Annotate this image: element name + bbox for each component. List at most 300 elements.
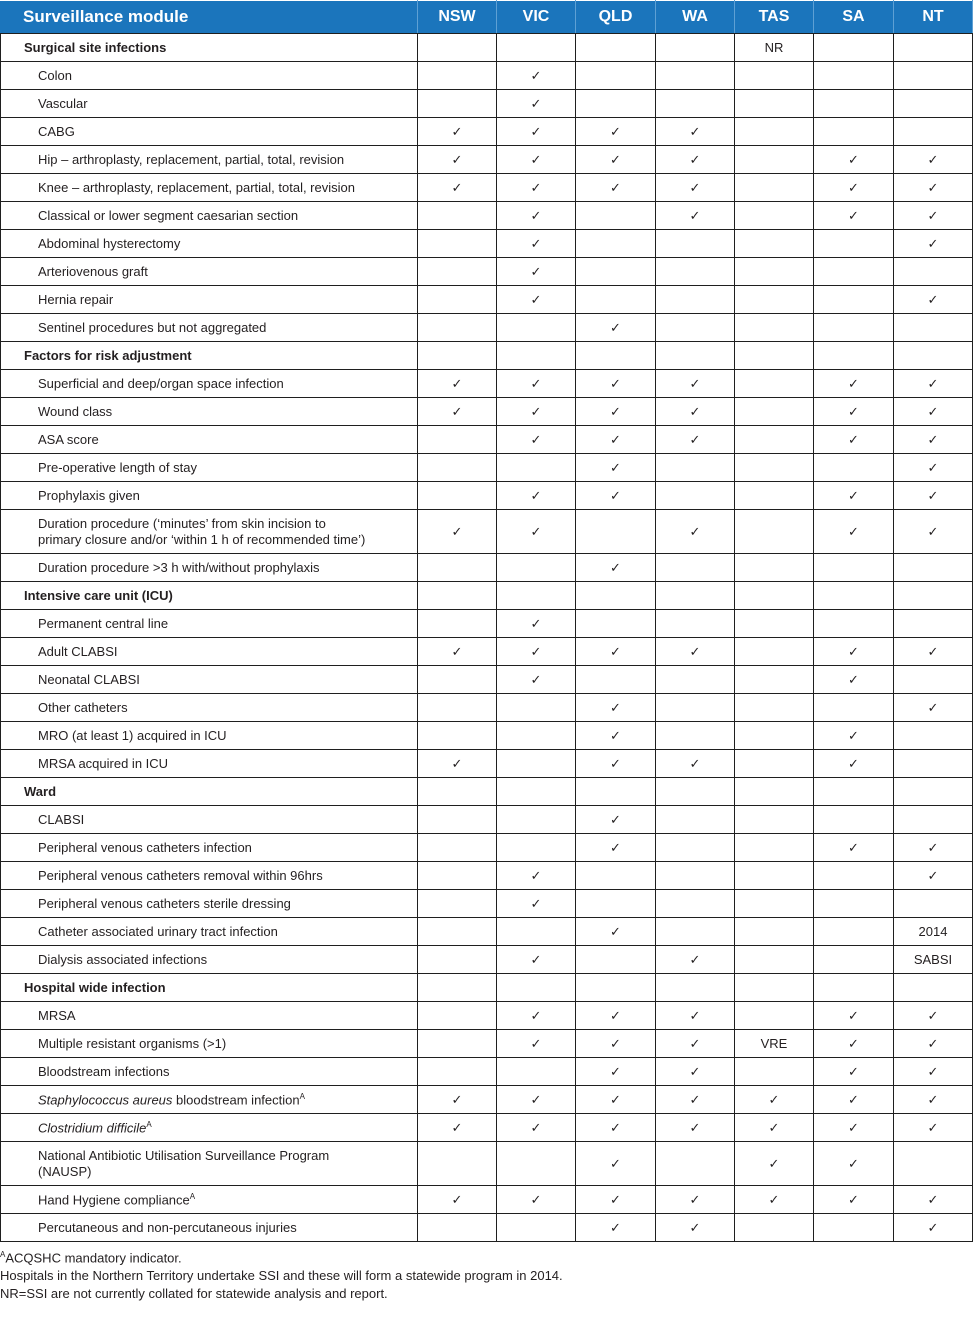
check-icon-qld: ✓ [576,426,656,454]
cell-nsw [418,1214,497,1242]
cell-tas [735,1058,814,1086]
cell-nt [894,666,973,694]
footnote-marker: A [146,1119,152,1129]
check-icon-nt: ✓ [894,1186,973,1214]
cell-sa [814,778,894,806]
cell-wa [656,34,735,62]
check-icon-vic: ✓ [497,398,576,426]
check-icon-wa: ✓ [656,1186,735,1214]
cell-nt [894,890,973,918]
cell-tas [735,610,814,638]
cell-qld [576,862,656,890]
cell-nsw [418,834,497,862]
cell-tas [735,946,814,974]
row-label: MRO (at least 1) acquired in ICU [1,722,418,750]
cell-sa [814,118,894,146]
check-icon-sa: ✓ [814,1186,894,1214]
cell-tas [735,398,814,426]
check-icon-vic: ✓ [497,1002,576,1030]
row-label: Other catheters [1,694,418,722]
cell-qld [576,582,656,610]
row-label: Dialysis associated infections [1,946,418,974]
cell-wa [656,62,735,90]
cell-nt [894,610,973,638]
cell-sa [814,554,894,582]
check-icon-tas: ✓ [735,1114,814,1142]
cell-sa [814,582,894,610]
table-row [1,722,973,750]
check-icon-sa: ✓ [814,666,894,694]
row-label-line: primary closure and/or ‘within 1 h of recommended time’) [38,531,366,547]
cell-sa [814,454,894,482]
check-icon-nt: ✓ [894,202,973,230]
cell-wa [656,694,735,722]
table-row [1,610,973,638]
table-row [1,510,973,554]
cell-vic [497,722,576,750]
section-label: Intensive care unit (ICU) [1,582,418,610]
check-icon-qld: ✓ [576,146,656,174]
check-icon-qld: ✓ [576,1186,656,1214]
check-icon-sa: ✓ [814,510,894,554]
row-label: Peripheral venous catheters removal within 96hrs [1,862,418,890]
cell-tas [735,90,814,118]
cell-nt [894,1142,973,1186]
check-icon-qld: ✓ [576,118,656,146]
cell-tas [735,482,814,510]
check-icon-nt: ✓ [894,454,973,482]
cell-wa [656,286,735,314]
table-row [1,482,973,510]
cell-wa [656,610,735,638]
footnote-mandatory [0,1246,973,1267]
check-icon-sa: ✓ [814,834,894,862]
cell-sa [814,918,894,946]
check-icon-vic: ✓ [497,146,576,174]
check-icon-nt: ✓ [894,862,973,890]
table-row [1,286,973,314]
cell-tas [735,554,814,582]
table-row [1,174,973,202]
cell-wa [656,806,735,834]
cell-tas [735,722,814,750]
cell-qld [576,342,656,370]
cell-nt [894,722,973,750]
cell-tas [735,750,814,778]
check-icon-tas: ✓ [735,1086,814,1114]
row-label-line: National Antibiotic Utilisation Surveillance Program [38,1147,330,1163]
check-icon-qld: ✓ [576,1114,656,1142]
check-icon-wa: ✓ [656,1058,735,1086]
cell-nsw [418,946,497,974]
row-label: Superficial and deep/organ space infection [1,370,418,398]
row-label-line: (NAUSP) [38,1163,92,1179]
cell-qld [576,974,656,1002]
cell-vic [497,694,576,722]
cell-wa [656,666,735,694]
row-label: Abdominal hysterectomy [1,230,418,258]
check-icon-vic: ✓ [497,258,576,286]
cell-nsw [418,806,497,834]
table-header-row [1,1,973,34]
check-icon-sa: ✓ [814,638,894,666]
cell-tas [735,778,814,806]
cell-wa [656,918,735,946]
check-icon-sa: ✓ [814,202,894,230]
check-icon-qld: ✓ [576,750,656,778]
check-icon-vic: ✓ [497,510,576,554]
cell-qld [576,666,656,694]
check-icon-vic: ✓ [497,666,576,694]
check-icon-nt: ✓ [894,638,973,666]
cell-nsw [418,314,497,342]
cell-qld [576,778,656,806]
cell-vic [497,554,576,582]
row-label: MRSA acquired in ICU [1,750,418,778]
check-icon-sa: ✓ [814,370,894,398]
cell-nt: SABSI [894,946,973,974]
check-icon-vic: ✓ [497,638,576,666]
check-icon-qld: ✓ [576,1086,656,1114]
table-row [1,1002,973,1030]
table-row [1,1142,973,1186]
cell-nsw [418,1030,497,1058]
table-row [1,890,973,918]
check-icon-vic: ✓ [497,1114,576,1142]
row-label: Colon [1,62,418,90]
cell-tas: VRE [735,1030,814,1058]
cell-vic [497,342,576,370]
check-icon-qld: ✓ [576,806,656,834]
cell-sa [814,62,894,90]
cell-wa [656,482,735,510]
check-icon-wa: ✓ [656,146,735,174]
cell-nt [894,258,973,286]
check-icon-nsw: ✓ [418,398,497,426]
section-row [1,974,973,1002]
footnote-mandatory-text: ACQSHC mandatory indicator. [5,1250,182,1266]
cell-wa [656,342,735,370]
section-label: Factors for risk adjustment [1,342,418,370]
check-icon-qld: ✓ [576,314,656,342]
row-label: ASA score [1,426,418,454]
check-icon-wa: ✓ [656,510,735,554]
row-label: MRSA [1,1002,418,1030]
check-icon-nt: ✓ [894,174,973,202]
check-icon-nt: ✓ [894,286,973,314]
cell-sa [814,862,894,890]
cell-nsw [418,610,497,638]
cell-tas [735,1214,814,1242]
row-label [1,1086,418,1114]
check-icon-vic: ✓ [497,118,576,146]
row-label: Catheter associated urinary tract infection [1,918,418,946]
table-row [1,230,973,258]
check-icon-vic: ✓ [497,370,576,398]
cell-nt [894,778,973,806]
row-label: Vascular [1,90,418,118]
cell-qld [576,62,656,90]
cell-vic [497,34,576,62]
cell-nsw [418,1002,497,1030]
cell-qld [576,946,656,974]
row-label: Neonatal CLABSI [1,666,418,694]
table-row [1,946,973,974]
cell-tas [735,890,814,918]
check-icon-nt: ✓ [894,1114,973,1142]
column-header-qld: QLD [576,1,656,34]
cell-nt [894,554,973,582]
cell-nsw [418,666,497,694]
cell-qld [576,286,656,314]
cell-wa [656,722,735,750]
check-icon-nsw: ✓ [418,174,497,202]
check-icon-qld: ✓ [576,1214,656,1242]
check-icon-nsw: ✓ [418,370,497,398]
table-row [1,638,973,666]
cell-wa [656,554,735,582]
check-icon-vic: ✓ [497,90,576,118]
check-icon-nt: ✓ [894,1030,973,1058]
footnote-marker: A [0,1250,6,1259]
row-label [1,1186,418,1214]
check-icon-vic: ✓ [497,174,576,202]
table-row [1,426,973,454]
footnotes [0,1246,973,1303]
table-row [1,62,973,90]
column-header-tas: TAS [735,1,814,34]
cell-vic [497,1214,576,1242]
cell-nsw [418,258,497,286]
check-icon-nsw: ✓ [418,750,497,778]
cell-qld [576,202,656,230]
check-icon-nsw: ✓ [418,146,497,174]
row-label: Hernia repair [1,286,418,314]
check-icon-sa: ✓ [814,1002,894,1030]
check-icon-qld: ✓ [576,694,656,722]
check-icon-nt: ✓ [894,482,973,510]
cell-nt [894,806,973,834]
check-icon-sa: ✓ [814,482,894,510]
cell-tas [735,834,814,862]
section-row [1,34,973,62]
cell-tas [735,230,814,258]
check-icon-nt: ✓ [894,230,973,258]
cell-tas [735,370,814,398]
cell-qld [576,610,656,638]
check-icon-qld: ✓ [576,1002,656,1030]
cell-tas: NR [735,34,814,62]
check-icon-qld: ✓ [576,834,656,862]
cell-sa [814,314,894,342]
section-label: Ward [1,778,418,806]
check-icon-wa: ✓ [656,638,735,666]
cell-wa [656,314,735,342]
cell-qld [576,34,656,62]
cell-wa [656,778,735,806]
check-icon-nt: ✓ [894,1002,973,1030]
table-row [1,834,973,862]
cell-tas [735,62,814,90]
cell-tas [735,426,814,454]
cell-tas [735,146,814,174]
cell-nt [894,974,973,1002]
cell-nsw [418,1142,497,1186]
table-row [1,314,973,342]
table-row [1,370,973,398]
cell-tas [735,974,814,1002]
cell-tas [735,258,814,286]
row-label-line: Duration procedure (‘minutes’ from skin incision to [38,515,326,531]
cell-nt [894,118,973,146]
cell-nsw [418,582,497,610]
cell-wa [656,1142,735,1186]
row-label: Hip – arthroplasty, replacement, partial, total, revision [1,146,418,174]
check-icon-sa: ✓ [814,1142,894,1186]
check-icon-wa: ✓ [656,1114,735,1142]
section-row [1,778,973,806]
table-row [1,862,973,890]
check-icon-sa: ✓ [814,426,894,454]
cell-qld [576,890,656,918]
cell-nsw [418,918,497,946]
cell-tas [735,862,814,890]
cell-tas [735,666,814,694]
row-label-text: bloodstream infection [172,1092,300,1108]
row-label: Prophylaxis given [1,482,418,510]
check-icon-wa: ✓ [656,426,735,454]
column-header-sa: SA [814,1,894,34]
check-icon-sa: ✓ [814,174,894,202]
table-row [1,554,973,582]
row-label-text: Hand Hygiene compliance [38,1192,190,1208]
table-row [1,918,973,946]
cell-wa [656,230,735,258]
check-icon-nt: ✓ [894,370,973,398]
row-label: Multiple resistant organisms (>1) [1,1030,418,1058]
organism-name: Clostridium difficile [38,1120,147,1136]
organism-name: Staphylococcus aureus [38,1092,173,1108]
cell-wa [656,862,735,890]
cell-nsw [418,482,497,510]
cell-vic [497,314,576,342]
check-icon-sa: ✓ [814,750,894,778]
table-row [1,90,973,118]
cell-sa [814,258,894,286]
cell-tas [735,174,814,202]
row-label: Knee – arthroplasty, replacement, partial, total, revision [1,174,418,202]
cell-vic [497,1142,576,1186]
cell-qld [576,510,656,554]
check-icon-nsw: ✓ [418,510,497,554]
check-icon-vic: ✓ [497,890,576,918]
cell-nsw [418,230,497,258]
cell-tas [735,638,814,666]
cell-nsw [418,90,497,118]
cell-tas [735,314,814,342]
cell-nsw [418,974,497,1002]
row-label: Arteriovenous graft [1,258,418,286]
cell-vic [497,750,576,778]
table-row [1,1186,973,1214]
footnote-nt-program: Hospitals in the Northern Territory undertake SSI and these will form a statewide program in 2014. [0,1268,563,1284]
check-icon-wa: ✓ [656,1214,735,1242]
cell-sa [814,806,894,834]
row-label: Peripheral venous catheters infection [1,834,418,862]
check-icon-sa: ✓ [814,1086,894,1114]
check-icon-vic: ✓ [497,946,576,974]
footnote-nr-definition: NR=SSI are not currently collated for statewide analysis and report. [0,1286,388,1302]
cell-sa [814,974,894,1002]
check-icon-qld: ✓ [576,1030,656,1058]
cell-tas [735,118,814,146]
check-icon-sa: ✓ [814,1058,894,1086]
column-header-vic: VIC [497,1,576,34]
cell-nsw [418,778,497,806]
cell-nsw [418,722,497,750]
check-icon-nt: ✓ [894,426,973,454]
cell-vic [497,582,576,610]
section-row [1,342,973,370]
check-icon-qld: ✓ [576,398,656,426]
table-row [1,398,973,426]
cell-qld [576,258,656,286]
row-label: Bloodstream infections [1,1058,418,1086]
check-icon-tas: ✓ [735,1142,814,1186]
check-icon-nt: ✓ [894,398,973,426]
row-label: CLABSI [1,806,418,834]
cell-nsw [418,694,497,722]
cell-tas [735,286,814,314]
cell-wa [656,258,735,286]
check-icon-qld: ✓ [576,638,656,666]
check-icon-wa: ✓ [656,118,735,146]
cell-wa [656,890,735,918]
cell-qld [576,90,656,118]
cell-sa [814,610,894,638]
cell-nt [894,34,973,62]
check-icon-vic: ✓ [497,202,576,230]
table-row [1,750,973,778]
table-row [1,806,973,834]
cell-tas [735,454,814,482]
cell-nt [894,750,973,778]
check-icon-nt: ✓ [894,510,973,554]
cell-vic [497,454,576,482]
cell-nsw [418,862,497,890]
column-header-nt: NT [894,1,973,34]
check-icon-vic: ✓ [497,482,576,510]
check-icon-sa: ✓ [814,1114,894,1142]
cell-sa [814,946,894,974]
check-icon-wa: ✓ [656,750,735,778]
cell-sa [814,90,894,118]
check-icon-qld: ✓ [576,554,656,582]
check-icon-nsw: ✓ [418,1186,497,1214]
cell-vic [497,1058,576,1086]
cell-vic [497,778,576,806]
cell-wa [656,454,735,482]
check-icon-nsw: ✓ [418,1114,497,1142]
section-label: Hospital wide infection [1,974,418,1002]
check-icon-tas: ✓ [735,1186,814,1214]
check-icon-wa: ✓ [656,370,735,398]
footnote-marker: A [299,1091,305,1101]
table-row [1,1114,973,1142]
cell-sa [814,342,894,370]
section-row [1,582,973,610]
cell-sa [814,1214,894,1242]
